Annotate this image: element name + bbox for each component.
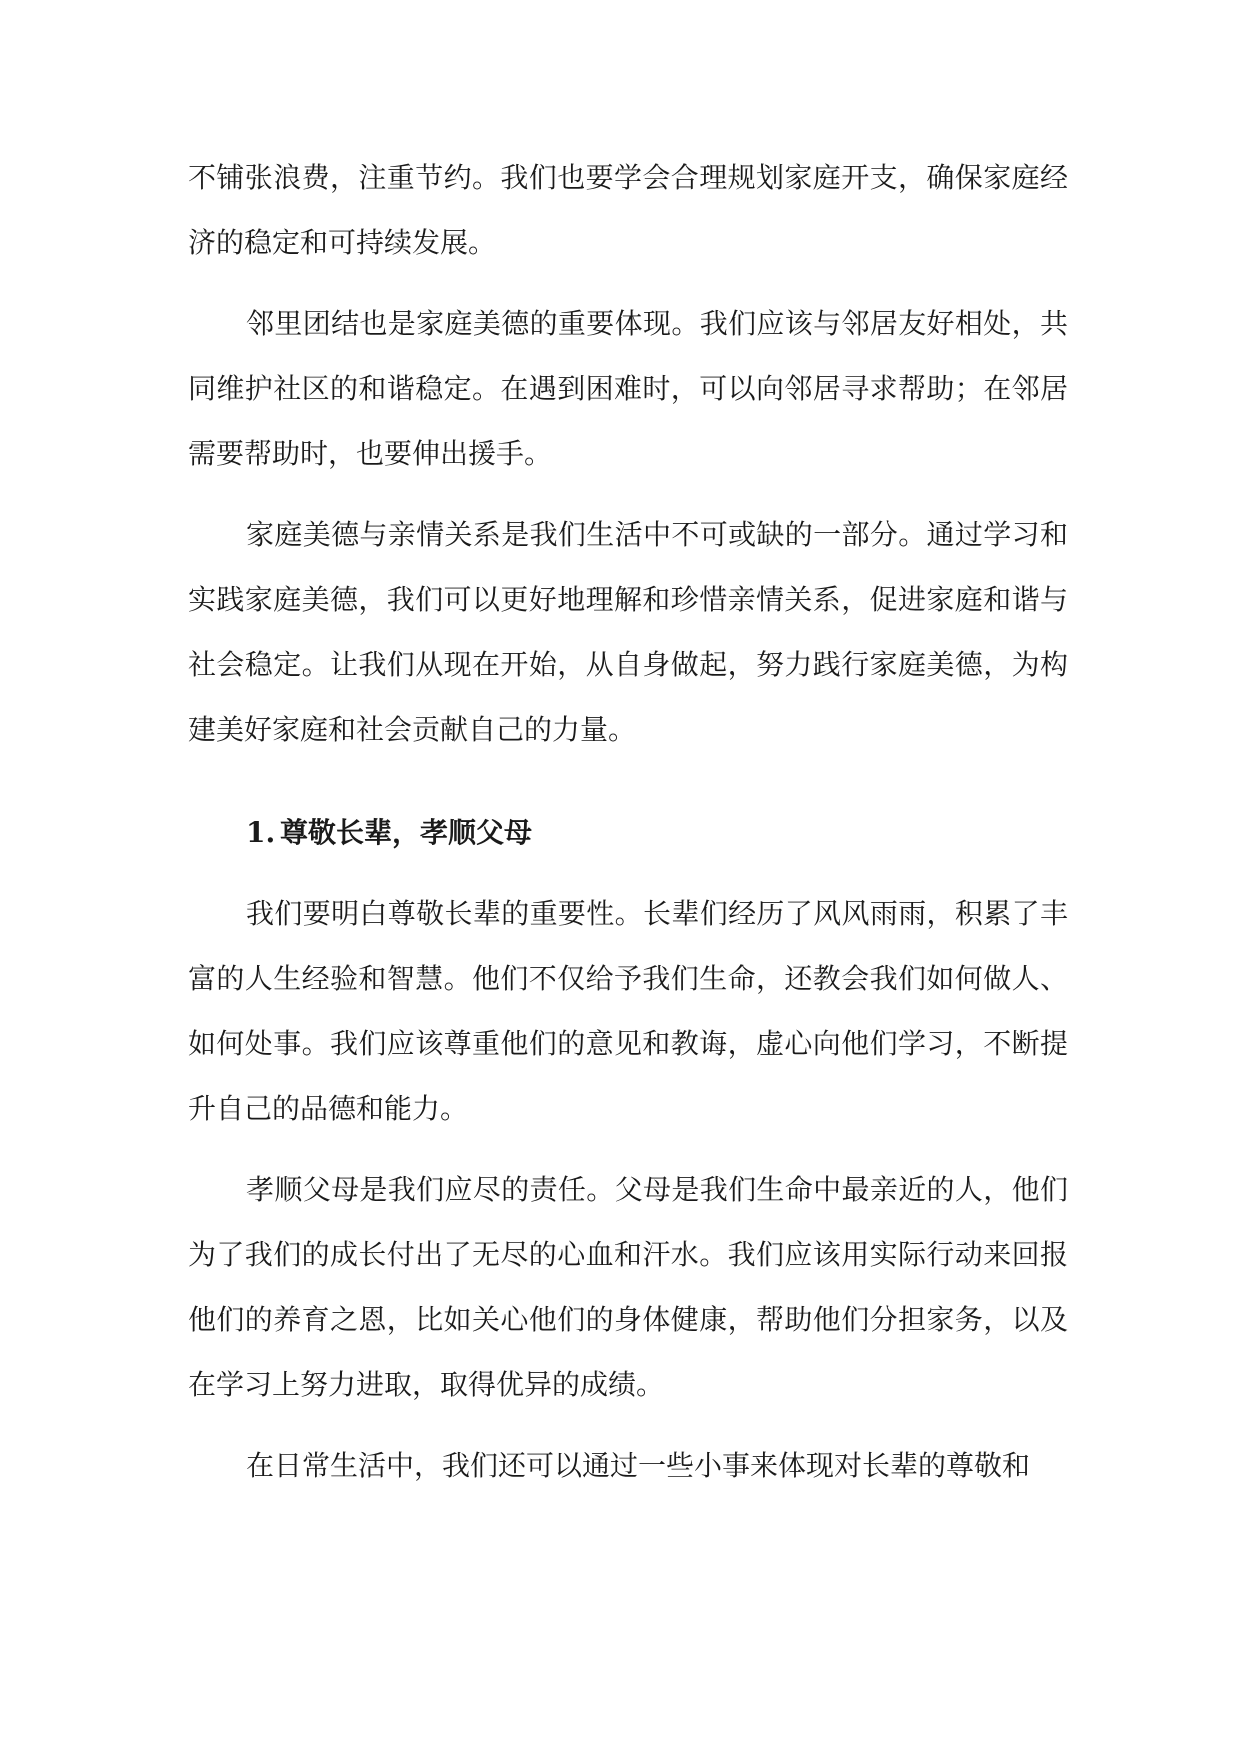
section-number: 1. [246,816,276,849]
paragraph-frugality: 不铺张浪费，注重节约。我们也要学会合理规划家庭开支，确保家庭经济的稳定和可持续发展。 [188,161,1068,259]
paragraph-conclusion: 家庭美德与亲情关系是我们生活中不可或缺的一部分。通过学习和实践家庭美德，我们可以更好地理解和珍惜亲情关系，促进家庭和谐与社会稳定。让我们从现在开始，从自身做起，努力践行家庭美德，为构建美好家庭和社会贡献自己的力量。 [188,518,1068,746]
document-body [188,145,1068,1498]
paragraph-neighbors: 邻里团结也是家庭美德的重要体现。我们应该与邻居友好相处，共同维护社区的和谐稳定。在遇到困难时，可以向邻居寻求帮助；在邻居需要帮助时，也要伸出援手。 [188,307,1068,470]
paragraph-filial-piety: 孝顺父母是我们应尽的责任。父母是我们生命中最亲近的人，他们为了我们的成长付出了无尽的心血和汗水。我们应该用实际行动来回报他们的养育之恩，比如关心他们的身体健康，帮助他们分担家务，以及在学习上努力进取，取得优异的成绩。 [188,1173,1068,1401]
paragraph-respect-elders: 我们要明白尊敬长辈的重要性。长辈们经历了风风雨雨，积累了丰富的人生经验和智慧。他们不仅给予我们生命，还教会我们如何做人、如何处事。我们应该尊重他们的意见和教诲，虚心向他们学习，不断提升自己的品德和能力。 [188,897,1068,1125]
section-heading [188,800,1068,865]
paragraph-daily-life: 在日常生活中，我们还可以通过一些小事来体现对长辈的尊敬和 [246,1449,1031,1482]
section-title: 尊敬长辈，孝顺父母 [280,816,533,849]
